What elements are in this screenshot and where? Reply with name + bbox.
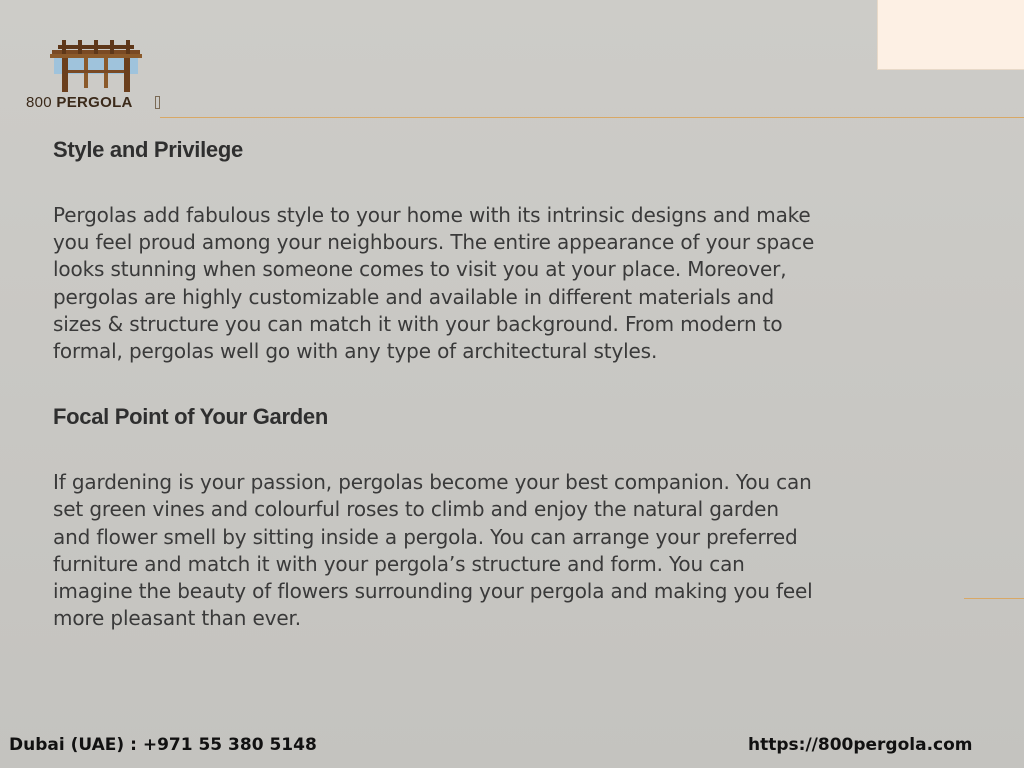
paragraph-line: pergolas are highly customizable and available in different materials and: [53, 284, 775, 309]
paragraph-line: set green vines and colourful roses to climb and enjoy the natural garden: [53, 497, 779, 522]
paragraph-line: If gardening is your passion, pergolas become your best companion. You can: [53, 470, 812, 495]
paragraph-line: and flower smell by sitting inside a pergola. You can arrange your preferred: [53, 524, 798, 549]
paragraph-line: more pleasant than ever.: [53, 606, 301, 631]
paragraph-line: you feel proud among your neighbours. The entire appearance of your space: [53, 230, 815, 255]
pergola-structure-icon: [48, 40, 144, 92]
header-divider: [160, 117, 1024, 118]
logo-wordmark: [26, 94, 133, 111]
pergola-logo: [26, 40, 166, 116]
paragraph-line: looks stunning when someone comes to visit you at your place. Moreover,: [53, 257, 787, 282]
section-paragraph-style: [53, 202, 983, 365]
paragraph-line: sizes & structure you can match it with your background. From modern to: [53, 311, 783, 336]
corner-decoration: [877, 0, 1024, 70]
logo-number: 800: [26, 94, 52, 111]
paragraph-line: formal, pergolas well go with any type of architectural styles.: [53, 339, 658, 364]
logo-trademark-mark: [155, 96, 160, 109]
paragraph-line: furniture and match it with your pergola’s structure and form. You can: [53, 551, 745, 576]
footer-website-link[interactable]: https://800pergola.com: [748, 735, 973, 755]
paragraph-line: Pergolas add fabulous style to your home with its intrinsic designs and make: [53, 203, 811, 227]
footer-phone: Dubai (UAE) : +971 55 380 5148: [9, 735, 317, 755]
section-heading-garden: Focal Point of Your Garden: [53, 404, 328, 430]
section-paragraph-garden: [53, 469, 983, 632]
slide-content: [53, 134, 983, 632]
section-heading-style: Style and Privilege: [53, 137, 243, 162]
paragraph-line: imagine the beauty of flowers surrounding your pergola and making you feel: [53, 579, 813, 604]
logo-word: PERGOLA: [56, 94, 133, 111]
